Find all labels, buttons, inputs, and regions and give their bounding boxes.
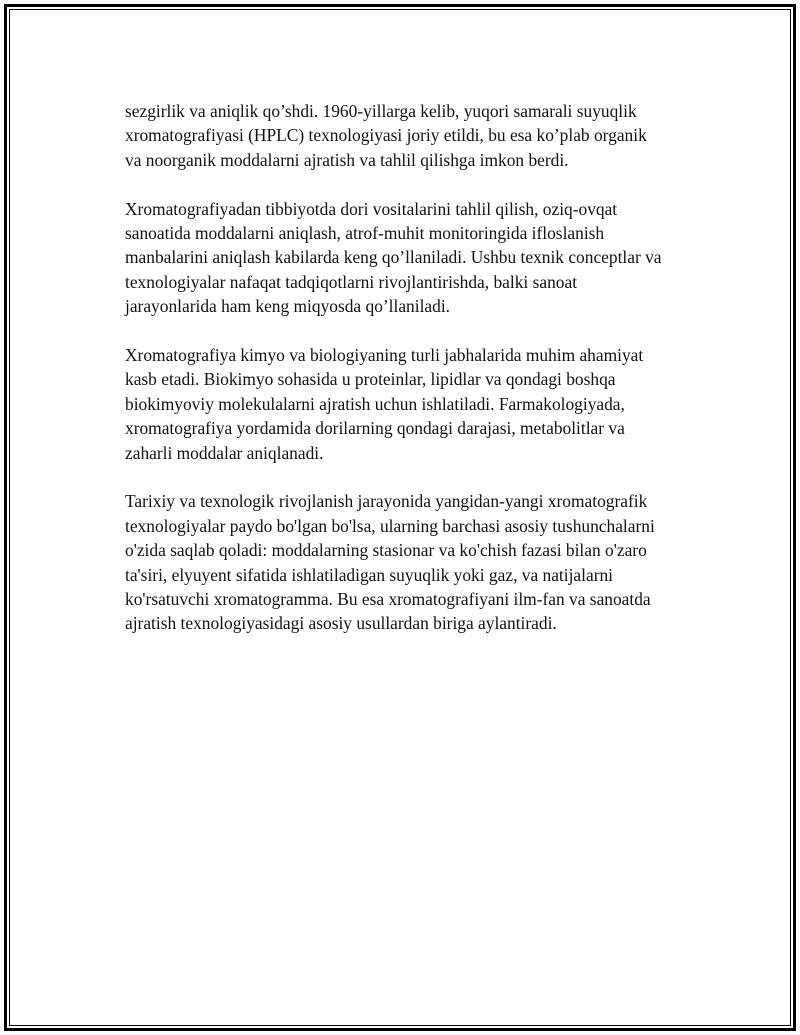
text-line: sanoatida moddalarni aniqlash, atrof-muhit monitoringida ifloslanish	[125, 223, 605, 244]
text-line: xromatografiya yordamida dorilarning qondagi darajasi, metabolitlar va	[125, 418, 625, 439]
paragraph-1	[125, 99, 715, 172]
document-body	[125, 99, 715, 660]
text-line: manbalarini aniqlash kabilarda keng qo’llaniladi. Ushbu texnik conceptlar va	[125, 247, 662, 268]
text-line: va noorganik moddalarni ajratish va tahlil qilishga imkon berdi.	[125, 149, 569, 170]
text-line: kasb etadi. Biokimyo sohasida u proteinlar, lipidlar va qondagi boshqa	[125, 369, 616, 390]
text-line: sezgirlik va aniqlik qo’shdi. 1960-yillarga kelib, yuqori samarali suyuqlik	[125, 101, 637, 121]
text-line: o'zida saqlab qoladi: moddalarning stasionar va ko'chish fazasi bilan o'zaro	[125, 540, 647, 561]
text-line: Xromatografiyadan tibbiyotda dori vositalarini tahlil qilish, oziq-ovqat	[125, 198, 618, 219]
paragraph-2	[125, 197, 715, 319]
text-line: ta'siri, elyuyent sifatida ishlatiladigan suyuqlik yoki gaz, va natijalarni	[125, 564, 614, 585]
text-line: biokimyoviy molekulalarni ajratish uchun ishlatiladi. Farmakologiyada,	[125, 393, 625, 414]
text-line: zaharli moddalar aniqlanadi.	[125, 442, 324, 463]
text-line: jarayonlarida ham keng miqyosda qo’llaniladi.	[125, 296, 451, 317]
paragraph-3	[125, 343, 715, 465]
paragraph-4	[125, 489, 715, 635]
text-line: Xromatografiya kimyo va biologiyaning turli jabhalarida muhim ahamiyat	[125, 345, 644, 366]
text-line: ajratish texnologiyasidagi asosiy usullardan biriga aylantiradi.	[125, 613, 557, 634]
text-line: ko'rsatuvchi xromatogramma. Bu esa xromatografiyani ilm-fan va sanoatda	[125, 589, 651, 610]
text-line: texnologiyalar paydo bo'lgan bo'lsa, ularning barchasi asosiy tushunchalarni	[125, 515, 655, 536]
page-frame	[4, 4, 796, 1031]
text-line: Tarixiy va texnologik rivojlanish jarayonida yangidan-yangi xromatografik	[125, 491, 648, 512]
text-line: xromatografiyasi (HPLC) texnologiyasi joriy etildi, bu esa ko’plab organik	[125, 125, 647, 146]
text-line: texnologiyalar nafaqat tadqiqotlarni rivojlantirishda, balki sanoat	[125, 271, 578, 292]
